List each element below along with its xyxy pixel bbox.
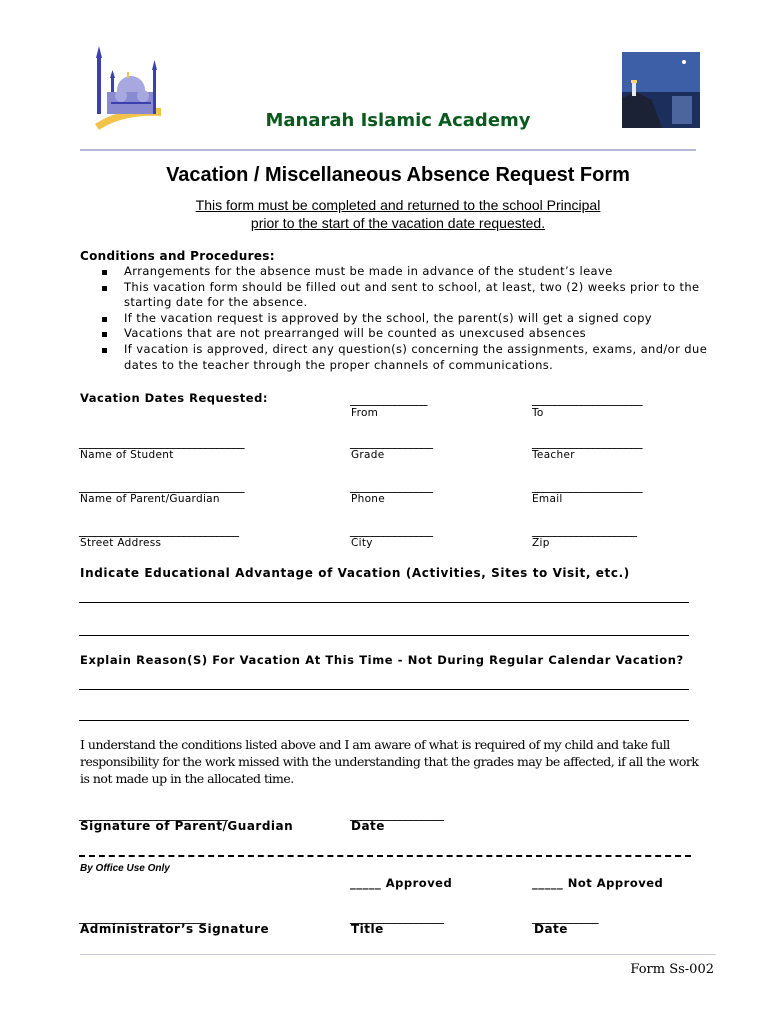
grade-field[interactable]: _______________ <box>350 435 433 449</box>
header-divider <box>80 149 696 151</box>
phone-field[interactable]: _______________ <box>350 479 433 493</box>
teacher-field[interactable]: ____________________ <box>532 435 642 449</box>
condition-item: Vacations that are not prearranged will be counted as unexcused absences <box>80 326 720 342</box>
school-name: Manarah Islamic Academy <box>265 110 531 131</box>
educational-advantage-question: Indicate Educational Advantage of Vacation (Activities, Sites to Visit, etc.) <box>80 566 630 580</box>
bullet-icon <box>102 286 107 291</box>
parent-signature-date-field[interactable]: _________________ <box>350 807 444 821</box>
not-approved-checkbox[interactable]: _____ Not Approved <box>532 876 664 890</box>
administrator-signature-field[interactable]: _______________________ <box>79 910 206 924</box>
student-name-field[interactable]: ______________________________ <box>79 435 244 449</box>
reason-answer-line-1[interactable] <box>79 689 689 690</box>
teacher-label: Teacher <box>532 449 575 461</box>
parent-acknowledgement-statement: I understand the conditions listed above and I am aware of what is required of my child and take full responsibility for the work missed with the understanding that the grades may be affected, if all the work is not made up in the allocated time. <box>80 737 699 786</box>
form-subtitle-line-1: This form must be completed and returned to the school Principal <box>195 197 601 213</box>
condition-item: Arrangements for the absence must be made in advance of the student’s leave <box>80 264 720 280</box>
administrator-title-field[interactable]: _________________ <box>350 910 444 924</box>
vacation-dates-label: Vacation Dates Requested: <box>80 391 268 405</box>
city-field[interactable]: _______________ <box>350 523 433 537</box>
phone-label: Phone <box>351 493 386 505</box>
parent-date-label: Date <box>351 819 385 833</box>
educational-answer-line-1[interactable] <box>79 602 689 603</box>
parent-signature-label: Signature of Parent/Guardian <box>80 819 294 833</box>
from-date-field[interactable]: ______________ <box>350 392 427 406</box>
zip-label: Zip <box>532 537 550 549</box>
conditions-heading: Conditions and Procedures: <box>80 249 275 263</box>
email-label: Email <box>532 493 563 505</box>
bullet-icon <box>102 348 107 353</box>
to-label: To <box>532 407 544 419</box>
name-of-student-label: Name of Student <box>80 449 174 461</box>
to-date-field[interactable]: ____________________ <box>532 392 642 406</box>
city-label: City <box>351 537 373 549</box>
administrator-signature-label: Administrator’s Signature <box>80 922 270 936</box>
footer-divider <box>80 954 716 955</box>
conditions-list <box>80 264 720 373</box>
form-title: Vacation / Miscellaneous Absence Request Form <box>166 164 630 186</box>
grade-label: Grade <box>351 449 385 461</box>
bullet-icon <box>102 332 107 337</box>
form-subtitle-line-2: prior to the start of the vacation date requested. <box>250 215 546 231</box>
vacation-reason-question: Explain Reason(S) For Vacation At This Time - Not During Regular Calendar Vacation? <box>80 653 684 667</box>
form-number: Form Ss-002 <box>630 962 714 977</box>
parent-signature-field[interactable]: ___________________________ <box>79 807 228 821</box>
approved-checkbox[interactable]: _____ Approved <box>350 876 453 890</box>
condition-item: If vacation is approved, direct any question(s) concerning the assignments, exams, and/or due dates to the teacher through the proper channels of communications. <box>80 342 720 373</box>
street-address-label: Street Address <box>80 537 162 549</box>
name-of-parent-label: Name of Parent/Guardian <box>80 493 220 505</box>
zip-field[interactable]: ___________________ <box>532 523 637 537</box>
office-use-divider <box>79 855 691 857</box>
condition-item: If the vacation request is approved by the school, the parent(s) will get a signed copy <box>80 311 720 327</box>
from-label: From <box>351 407 379 419</box>
bullet-icon <box>102 270 107 275</box>
administrator-date-field[interactable]: ____________ <box>532 910 598 924</box>
office-use-label: By Office Use Only <box>80 863 170 874</box>
reason-answer-line-2[interactable] <box>79 720 689 721</box>
email-field[interactable]: ____________________ <box>532 479 642 493</box>
parent-name-field[interactable]: ______________________________ <box>79 479 244 493</box>
street-address-field[interactable]: _____________________________ <box>79 523 239 537</box>
administrator-title-label: Title <box>351 922 384 936</box>
condition-item: This vacation form should be filled out and sent to school, at least, two (2) weeks prior to the starting date for the absence. <box>80 280 720 311</box>
educational-answer-line-2[interactable] <box>79 635 689 636</box>
administrator-date-label: Date <box>534 922 568 936</box>
bullet-icon <box>102 317 107 322</box>
